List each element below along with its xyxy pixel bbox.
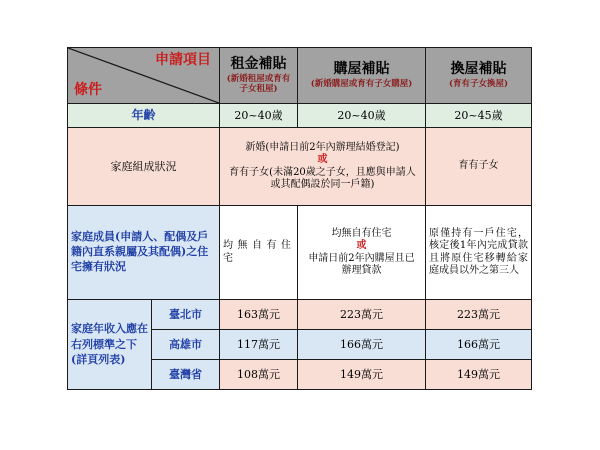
income-row-taipei: [68, 300, 532, 330]
income-kaohsiung-rent: 117萬元: [220, 330, 298, 360]
housing-label: 家庭成員(申請人、配偶及戶籍內直系親屬及其配偶)之住宅擁有狀況: [68, 206, 220, 300]
income-region-taiwan: 臺灣省: [152, 360, 220, 390]
family-swap: 育有子女: [426, 128, 532, 206]
housing-row: [68, 206, 532, 300]
income-taipei-buy: 223萬元: [298, 300, 426, 330]
age-rent: 20~40歲: [220, 104, 298, 128]
family-or: 或: [317, 154, 328, 165]
corner-top-label: 申請項目: [155, 52, 211, 68]
income-region-kaohsiung: 高雄市: [152, 330, 220, 360]
income-taiwan-rent: 108萬元: [220, 360, 298, 390]
housing-buy-line1: 均無自有住宅: [331, 227, 392, 239]
subsidy-requirements-table: [67, 47, 532, 390]
header-row: [68, 48, 532, 104]
family-line1: 新婚(申請日前2年內辦理結婚登記): [245, 141, 400, 153]
header-swap-title: 換屋補貼: [450, 61, 507, 78]
corner-bottom-label: 條件: [74, 81, 102, 98]
age-buy: 20~40歲: [298, 104, 426, 128]
income-taipei-rent: 163萬元: [220, 300, 298, 330]
housing-swap: 原僅持有一戶住宅，核定後1年內完成貸款且將原住宅移轉給家庭成員以外之第三人: [426, 206, 532, 300]
header-buy-title: 購屋補貼: [333, 61, 390, 78]
header-swap: [426, 48, 532, 104]
header-swap-subtitle: (育有子女換屋): [448, 78, 509, 89]
family-line2: 育有子女(未滿20歲之子女，且應與申請人或其配偶設於同一戶籍): [229, 166, 416, 190]
housing-buy-or: 或: [356, 240, 367, 251]
family-label: 家庭組成狀況: [68, 128, 220, 206]
income-kaohsiung-swap: 166萬元: [426, 330, 532, 360]
housing-buy-line2: 申請日前2年內購屋且已辦理貸款: [308, 252, 415, 276]
income-kaohsiung-buy: 166萬元: [298, 330, 426, 360]
header-buy: [298, 48, 426, 104]
family-row: [68, 128, 532, 206]
header-rent-title: 租金補貼: [230, 56, 287, 73]
income-taipei-swap: 223萬元: [426, 300, 532, 330]
family-new-or-children: [220, 128, 426, 206]
age-label: 年齡: [68, 104, 220, 128]
header-rent-subtitle: (新婚租屋或育有子女租屋): [226, 73, 291, 95]
housing-buy: [298, 206, 426, 300]
corner-header: [68, 48, 220, 104]
age-row: [68, 104, 532, 128]
income-taiwan-buy: 149萬元: [298, 360, 426, 390]
income-region-taipei: 臺北市: [152, 300, 220, 330]
housing-rent: 均無自有住宅: [220, 206, 298, 300]
income-label: 家庭年收入應在右列標準之下(詳頁列表): [68, 300, 152, 390]
age-swap: 20~45歲: [426, 104, 532, 128]
header-rent: [220, 48, 298, 104]
header-buy-subtitle: (新婚購屋或育有子女購屋): [310, 78, 413, 89]
income-taiwan-swap: 149萬元: [426, 360, 532, 390]
